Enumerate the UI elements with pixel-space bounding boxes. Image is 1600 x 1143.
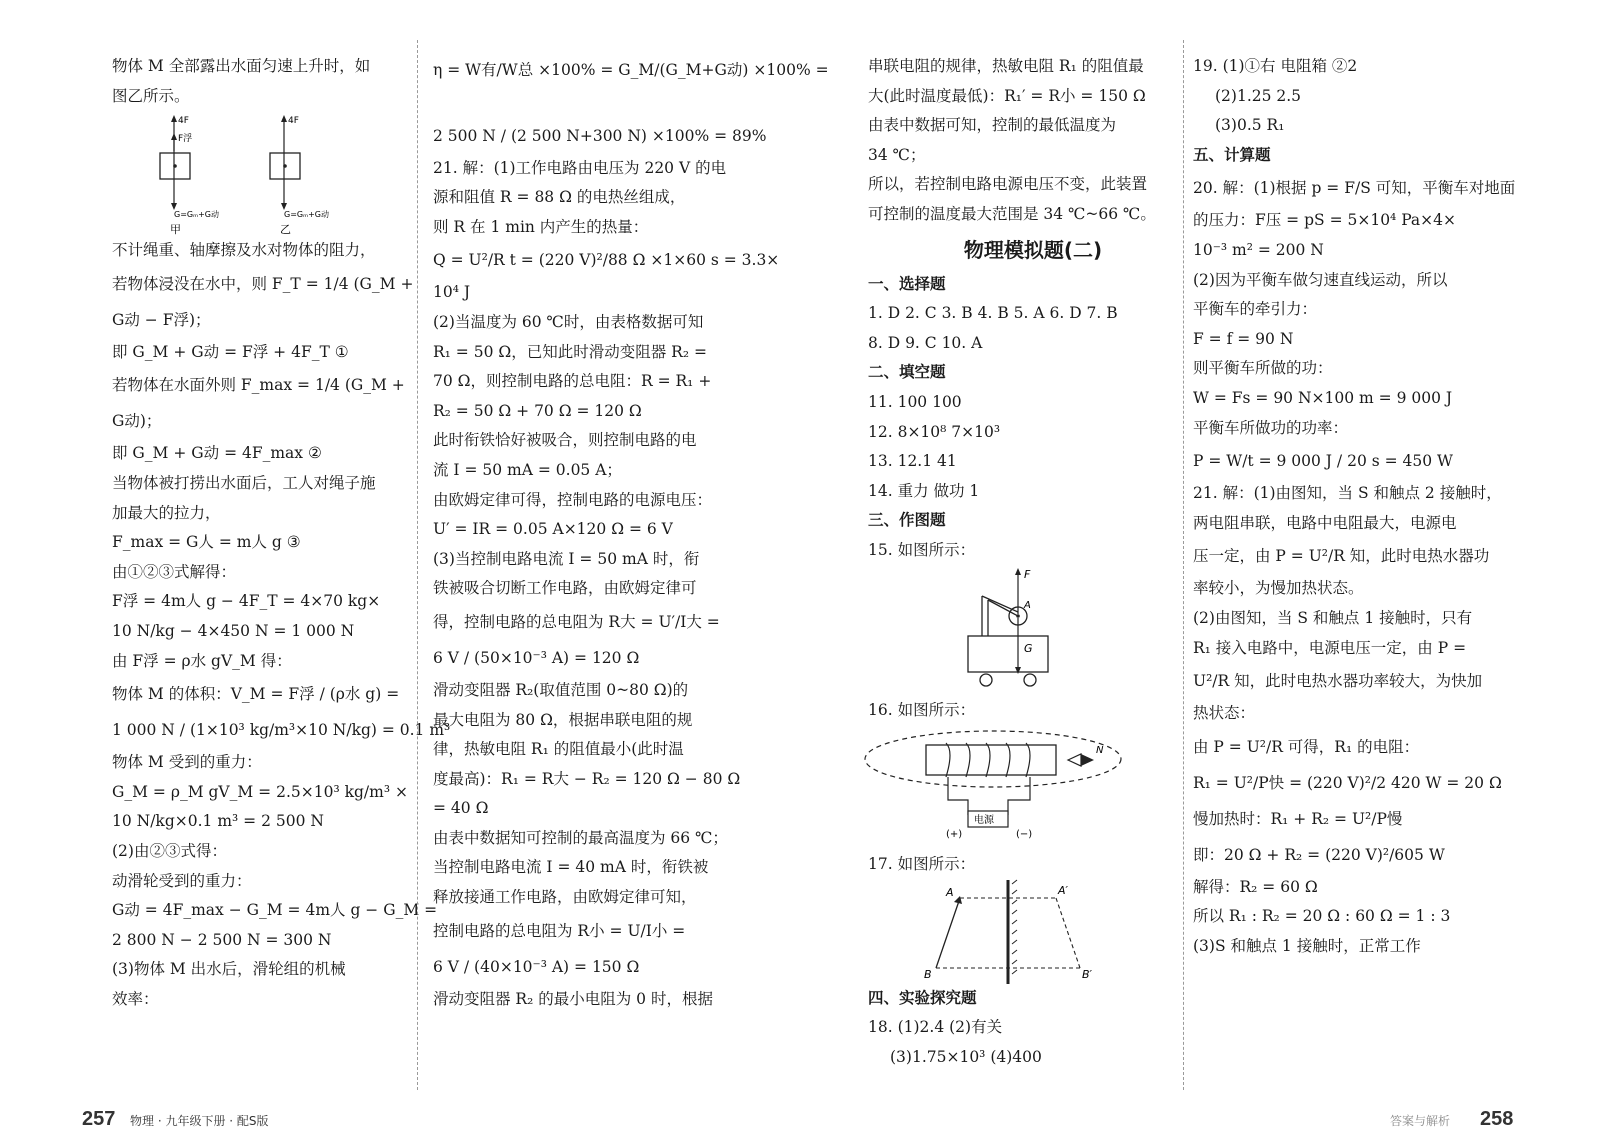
text-line: 2 800 N − 2 500 N = 300 N — [112, 930, 332, 949]
text-line: 21. 解：(1)由图知，当 S 和触点 2 接触时， — [1193, 484, 1502, 503]
text-line: 释放接通工作电路，由欧姆定律可知， — [433, 888, 697, 907]
section-heading: 四、实验探究题 — [868, 988, 977, 1007]
text-line: 8. D 9. C 10. A — [868, 333, 983, 352]
label-jia: 甲 — [170, 223, 181, 237]
text-line: 最大电阻为 80 Ω，根据串联电阻的规 — [433, 710, 693, 729]
solenoid-figure — [868, 725, 1198, 850]
text-line: 若物体浸没在水中，则 F_T = 1/4 (G_M + — [112, 274, 414, 293]
text-line: 物体 M 受到的重力： — [112, 753, 262, 772]
text-line: U′ = IR = 0.05 A×120 Ω = 6 V — [433, 520, 673, 539]
text-line: 慢加热时：R₁ + R₂ = U²/P慢 — [1193, 809, 1403, 828]
column-4 — [1193, 52, 1533, 961]
text-line: 1. D 2. C 3. B 4. B 5. A 6. D 7. B — [868, 304, 1118, 323]
text-line: Q = U²/R t = (220 V)²/88 Ω ×1×60 s = 3.3× — [433, 251, 780, 270]
text-line: 此时衔铁恰好被吸合，则控制电路的电 — [433, 431, 697, 450]
text-line: R₁ = U²/P快 = (220 V)²/2 420 W = 20 Ω — [1193, 773, 1502, 792]
text-line: 不计绳重、轴摩擦及水对物体的阻力， — [112, 241, 376, 260]
text-line: R₁ 接入电路中，电源电压一定，由 P = — [1193, 638, 1467, 657]
text-line: 10⁴ J — [433, 283, 471, 302]
text-line: 11. 100 100 — [868, 392, 962, 411]
text-line: 12. 8×10⁸ 7×10³ — [868, 422, 1001, 441]
text-line: 则平衡车所做的功： — [1193, 359, 1333, 378]
text-line: 滑动变阻器 R₂ 的最小电阻为 0 时，根据 — [433, 989, 713, 1008]
text-line: 率较小，为慢加热状态。 — [1193, 579, 1364, 598]
text-line: (2)由图知，当 S 和触点 1 接触时，只有 — [1193, 608, 1473, 627]
text-line: 图乙所示。 — [112, 86, 190, 105]
text-line: 解得：R₂ = 60 Ω — [1193, 877, 1318, 896]
label-plus: (+) — [946, 829, 963, 841]
text-line: 即 G_M + G动 = F浮 + 4F_T ① — [112, 342, 349, 361]
text-line: (3)当控制电路电流 I = 50 mA 时，衔 — [433, 549, 700, 568]
text-line: (3)1.75×10³ (4)400 — [890, 1047, 1042, 1066]
label-yi: 乙 — [280, 223, 291, 237]
text-line: 34 ℃； — [868, 145, 926, 164]
text-line: F = f = 90 N — [1193, 329, 1294, 348]
label-b: B — [924, 967, 932, 981]
text-line: 得，控制电路的总电阻为 R大 = U′/I大 = — [433, 612, 720, 631]
text-line: 16. 如图所示： — [868, 700, 976, 719]
answer-footer: 答案与解析 — [1390, 1114, 1451, 1128]
label-g-yi: G=Gₘ+G动 — [284, 210, 329, 220]
label-a: A — [946, 885, 954, 899]
text-line: 即 G_M + G动 = 4F_max ② — [112, 444, 322, 463]
text-line: 70 Ω，则控制电路的总电阻：R = R₁ + — [433, 372, 712, 391]
text-line: R₂ = 50 Ω + 70 Ω = 120 Ω — [433, 401, 642, 420]
lever-cart-svg — [868, 566, 1188, 696]
text-line: 铁被吸合切断工作电路，由欧姆定律可 — [433, 579, 697, 598]
label-4ft: 4F — [178, 116, 189, 127]
text-line: F浮 = 4m人 g − 4F_T = 4×70 kg× — [112, 592, 381, 611]
text-line: U²/R 知，此时电热水器功率较大，为快加 — [1193, 672, 1483, 691]
text-line: F_max = G人 = m人 g ③ — [112, 533, 301, 552]
section-heading: 一、选择题 — [868, 274, 946, 293]
text-line: 大(此时温度最低)：R₁′ = R小 = 150 Ω — [868, 86, 1146, 105]
text-line: 由 F浮 = ρ水 gV_M 得： — [112, 651, 292, 670]
text-line: G_M = ρ_M gV_M = 2.5×10³ kg/m³ × — [112, 782, 408, 801]
text-line: 流 I = 50 mA = 0.05 A； — [433, 460, 622, 479]
text-line: 20. 解：(1)根据 p = F/S 可知，平衡车对地面 — [1193, 179, 1516, 198]
text-line: 串联电阻的规律，热敏电阻 R₁ 的阻值最 — [868, 57, 1144, 75]
text-line: 由表中数据知可控制的最高温度为 66 ℃； — [433, 828, 728, 847]
column-2 — [433, 52, 829, 1014]
text-line: 度最高)：R₁ = R大 − R₂ = 120 Ω − 80 Ω — [433, 769, 741, 788]
text-line: 律，热敏电阻 R₁ 的阻值最小(此时温 — [433, 740, 684, 759]
text-line: 的压力：F压 = pS = 5×10⁴ Pa×4× — [1193, 211, 1457, 230]
section-heading: 二、填空题 — [868, 363, 946, 382]
text-line: 19. (1)①右 电阻箱 ②2 — [1193, 57, 1358, 75]
text-line: 17. 如图所示： — [868, 855, 976, 874]
text-line: 21. 解：(1)工作电路由电压为 220 V 的电 — [433, 158, 727, 177]
label-b-prime: B′ — [1082, 967, 1093, 981]
text-line: G动 − F浮)； — [112, 310, 211, 329]
text-line: (2)因为平衡车做匀速直线运动，所以 — [1193, 270, 1448, 289]
column-divider — [417, 40, 418, 1090]
text-line: 滑动变阻器 R₂(取值范围 0~80 Ω)的 — [433, 680, 689, 699]
text-line: 平衡车的牵引力： — [1193, 300, 1318, 319]
text-line: (3)0.5 R₁ — [1215, 116, 1285, 135]
text-line: 14. 重力 做功 1 — [868, 481, 980, 500]
text-line: 由欧姆定律可得，控制电路的电源电压： — [433, 490, 713, 509]
text-line: 加最大的拉力， — [112, 503, 221, 522]
label-a: A — [1024, 599, 1031, 611]
text-line: 6 V / (50×10⁻³ A) = 120 Ω — [433, 648, 640, 667]
label-n: N — [1096, 745, 1104, 757]
lever-cart-figure — [868, 566, 1198, 696]
text-line: (2)当温度为 60 ℃时，由表格数据可知 — [433, 312, 704, 331]
text-line: P = W/t = 9 000 J / 20 s = 450 W — [1193, 452, 1453, 471]
text-line: 物体 M 全部露出水面匀速上升时，如 — [112, 57, 371, 75]
text-line: 平衡车所做功的功率： — [1193, 418, 1349, 437]
text-line: 由表中数据可知，控制的最低温度为 — [868, 116, 1117, 135]
text-line: 2 500 N / (2 500 N+300 N) ×100% = 89% — [433, 126, 767, 145]
mirror-svg — [868, 880, 1188, 984]
text-line: 18. (1)2.4 (2)有关 — [868, 1018, 1003, 1037]
force-diagram-svg — [112, 111, 372, 236]
text-line: 控制电路的总电阻为 R小 = U/I小 = — [433, 921, 686, 940]
section-heading: 五、计算题 — [1193, 145, 1271, 164]
text-line: 当控制电路电流 I = 40 mA 时，衔铁被 — [433, 858, 709, 877]
text-line: 10⁻³ m² = 200 N — [1193, 240, 1324, 259]
text-line: 可控制的温度最大范围是 34 ℃~66 ℃。 — [868, 204, 1156, 223]
text-line: 1 000 N / (1×10³ kg/m³×10 N/kg) = 0.1 m³ — [112, 721, 451, 740]
page-number-right: 258 — [1480, 1108, 1514, 1130]
text-line: (3)物体 M 出水后，滑轮组的机械 — [112, 960, 346, 979]
text-line: 源和阻值 R = 88 Ω 的电热丝组成， — [433, 188, 686, 207]
text-line: = 40 Ω — [433, 799, 489, 818]
text-line: 15. 如图所示： — [868, 540, 976, 559]
text-line: G动)； — [112, 412, 162, 431]
text-line: 则 R 在 1 min 内产生的热量： — [433, 217, 649, 236]
mirror-figure — [868, 880, 1198, 984]
label-4fmax: 4F — [288, 116, 299, 127]
text-line: 13. 12.1 41 — [868, 452, 957, 471]
column-1 — [112, 52, 451, 1014]
column-divider — [1183, 40, 1184, 1090]
text-line: (3)S 和触点 1 接触时，正常工作 — [1193, 936, 1421, 955]
text-line: 动滑轮受到的重力： — [112, 871, 252, 890]
section-title: 物理模拟题(二) — [963, 237, 1103, 262]
book-title-footer: 物理 · 九年级下册 · 配S版 — [130, 1114, 269, 1128]
text-line: 所以 R₁ : R₂ = 20 Ω : 60 Ω = 1 : 3 — [1193, 907, 1451, 926]
section-heading: 三、作图题 — [868, 511, 946, 530]
text-line: 效率： — [112, 989, 159, 1008]
text-line: η = W有/W总 ×100% = G_M/(G_M+G动) ×100% = — [433, 61, 829, 79]
label-g-jia: G=Gₘ+G动 — [174, 210, 219, 220]
solenoid-svg — [868, 725, 1188, 850]
text-line: 10 N/kg − 4×450 N = 1 000 N — [112, 621, 355, 640]
text-line: 所以，若控制电路电源电压不变，此装置 — [868, 175, 1148, 194]
text-line: 压一定，由 P = U²/R 知，此时电热水器功 — [1193, 547, 1490, 566]
force-diagram-figure — [112, 111, 412, 236]
column-3 — [868, 52, 1198, 1072]
label-f: F — [1024, 567, 1031, 581]
page-number-left: 257 — [82, 1108, 116, 1130]
text-line: 物体 M 的体积：V_M = F浮 / (ρ水 g) = — [112, 685, 400, 704]
text-line: R₁ = 50 Ω，已知此时滑动变阻器 R₂ = — [433, 342, 707, 361]
label-ffu: F浮 — [178, 134, 193, 145]
text-line: 若物体在水面外则 F_max = 1/4 (G_M + — [112, 376, 405, 395]
text-line — [433, 88, 753, 118]
label-a-prime: A′ — [1058, 883, 1069, 897]
text-line: 由①②③式解得： — [112, 562, 237, 581]
label-g: G — [1024, 641, 1033, 655]
text-line: (2)由②③式得： — [112, 841, 227, 860]
text-line: 热状态： — [1193, 704, 1256, 723]
text-line: 当物体被打捞出水面后，工人对绳子施 — [112, 473, 376, 492]
label-source: 电源 — [974, 815, 994, 827]
text-line: 由 P = U²/R 可得，R₁ 的电阻： — [1193, 737, 1420, 756]
text-line: 6 V / (40×10⁻³ A) = 150 Ω — [433, 957, 640, 976]
text-line: 10 N/kg×0.1 m³ = 2 500 N — [112, 812, 324, 831]
text-line: 即：20 Ω + R₂ = (220 V)²/605 W — [1193, 845, 1445, 864]
text-line: W = Fs = 90 N×100 m = 9 000 J — [1193, 388, 1453, 407]
text-line: G动 = 4F_max − G_M = 4m人 g − G_M = — [112, 901, 438, 920]
text-line: 两电阻串联，电路中电阻最大，电源电 — [1193, 513, 1457, 532]
label-minus: (−) — [1016, 829, 1033, 841]
text-line: (2)1.25 2.5 — [1215, 86, 1302, 105]
